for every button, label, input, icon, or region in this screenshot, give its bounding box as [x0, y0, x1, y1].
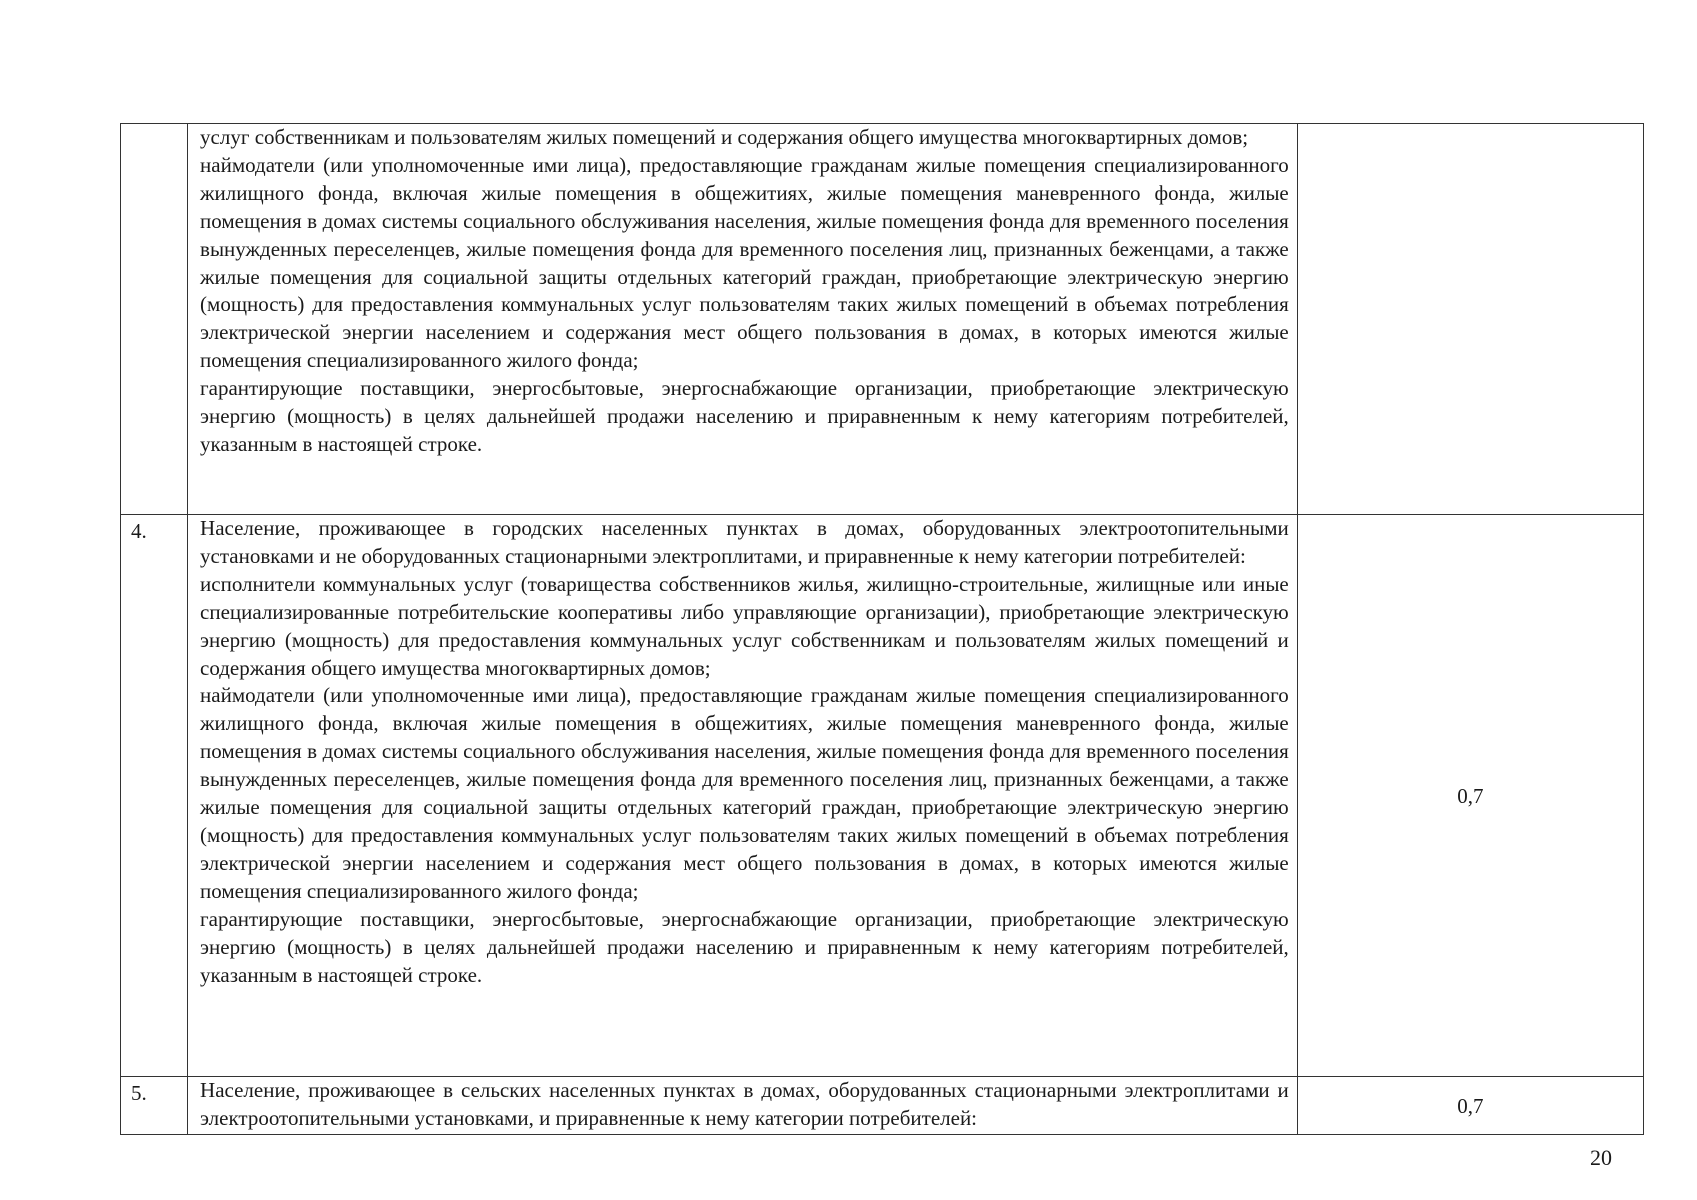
description-paragraph: наймодатели (или уполномоченные ими лица), предоставляющие гражданам жилые помещения специализированного жилищного фонда, включая жилые помещения в общежитиях, жилые помещения маневренного фонда, жилые помещения в домах системы социального обслуживания населения, жилые помещения фонда для временного поселения вынужденных переселенцев, жилые помещения фонда для временного поселения лиц, признанных беженцами, а также жилые помещения для социальной защиты отдельных категорий граждан, приобретающие электрическую энергию (мощность) для предоставления коммунальных услуг пользователям таких жилых помещений в объемах потребления электрической энергии населением и содержания мест общего пользования в домах, в которых имеются жилые помещения специализированного жилого фонда; [200, 152, 1289, 373]
description-paragraph: услуг собственникам и пользователям жилых помещений и содержания общего имущества многоквартирных домов; [200, 125, 1249, 149]
row-value-cell: 0,7 [1297, 1077, 1643, 1135]
tariff-table [120, 123, 1644, 1135]
page-number: 20 [1590, 1145, 1612, 1170]
description-paragraph: гарантирующие поставщики, энергосбытовые, энергоснабжающие организации, приобретающие электрическую энергию (мощность) в целях дальнейшей продажи населению и приравненным к нему категориям потребителей, указанным в настоящей строке. [200, 906, 1289, 987]
row-description-cell [188, 124, 1298, 515]
row-description-cell [188, 515, 1298, 1077]
row-description-cell [188, 1077, 1298, 1135]
description-paragraph: исполнители коммунальных услуг (товарищества собственников жилья, жилищно-строительные, жилищные или иные специализированные потребительские кооперативы либо управляющие организации), приобретающие электрическую энергию (мощность) для предоставления коммунальных услуг собственникам и пользователям жилых помещений и содержания общего имущества многоквартирных домов; [200, 571, 1289, 680]
description-paragraph: Население, проживающее в городских населенных пунктах в домах, оборудованных электроотопительными установками и не оборудованных стационарными электроплитами, и приравненные к нему категории потребителей: [200, 516, 1289, 568]
row-number-cell: 5. [121, 1077, 188, 1135]
row-value-cell [1297, 124, 1643, 515]
description-paragraph: гарантирующие поставщики, энергосбытовые, энергоснабжающие организации, приобретающие электрическую энергию (мощность) в целях дальнейшей продажи населению и приравненным к нему категориям потребителей, указанным в настоящей строке. [200, 376, 1289, 456]
row-number-cell [121, 124, 188, 515]
row-number-cell: 4. [121, 515, 188, 1077]
description-paragraph: Население, проживающее в сельских населенных пунктах в домах, оборудованных стационарными электроплитами и электроотопительными установками, и приравненные к нему категории потребителей: [200, 1078, 1289, 1130]
table-row [121, 1077, 1644, 1135]
table-row [121, 515, 1644, 1077]
description-paragraph: наймодатели (или уполномоченные ими лица), предоставляющие гражданам жилые помещения специализированного жилищного фонда, включая жилые помещения в общежитиях, жилые помещения маневренного фонда, жилые помещения в домах системы социального обслуживания населения, жилые помещения фонда для временного поселения вынужденных переселенцев, жилые помещения фонда для временного поселения лиц, признанных беженцами, а также жилые помещения для социальной защиты отдельных категорий граждан, приобретающие электрическую энергию (мощность) для предоставления коммунальных услуг пользователям таких жилых помещений в объемах потребления электрической энергии населением и содержания мест общего пользования в домах, в которых имеются жилые помещения специализированного жилого фонда; [200, 683, 1289, 903]
row-value-cell: 0,7 [1297, 515, 1643, 1077]
table-row [121, 124, 1644, 515]
